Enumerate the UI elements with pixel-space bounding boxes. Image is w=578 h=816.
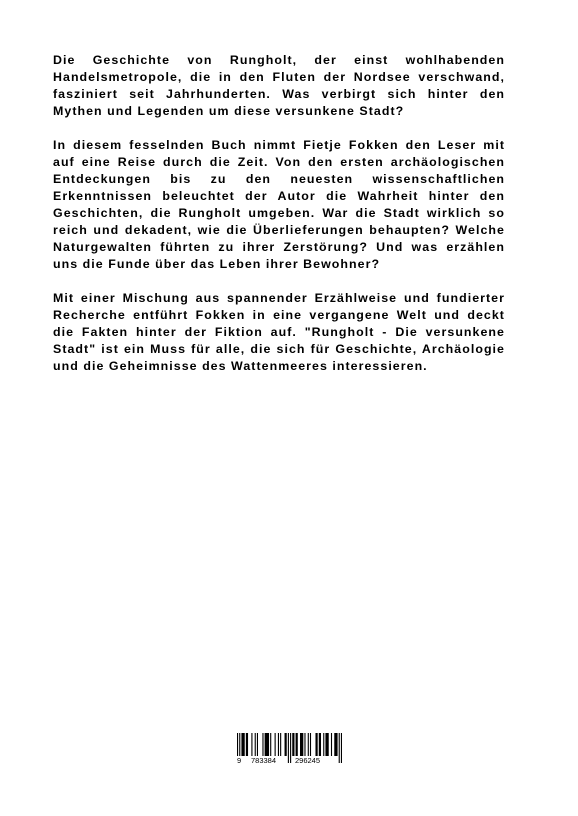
barcode-bars [237,733,342,771]
barcode-lead-digit: 9 [237,756,242,765]
back-cover-text [53,52,505,392]
barcode-bar [262,733,263,756]
barcode-bar [296,733,298,756]
barcode-bar [270,733,271,756]
blurb-paragraph-3: Mit einer Mischung aus spannender Erzählweise und fundierter Recherche entführt Fokken in eine vergangene Welt und deckt die Fakten hinter der Fiktion auf. "Rungholt - Die versunkene Stadt" ist ein Muss für alle, die sich für Geschichte, Archäologie und die Geheimnisse des Wattenmeeres interessieren. [53,291,505,373]
barcode-bar [275,733,276,756]
barcode-bar [251,733,252,756]
barcode-bar [339,733,340,763]
barcode-bar [334,733,337,756]
barcode-bar [310,733,311,756]
barcode-bar [325,733,328,756]
blurb-paragraph-1: Die Geschichte von Rungholt, der einst wohlhabenden Handelsmetropole, die in den Fluten der Nordsee verschwand, fasziniert seit Jahrhunderten. Was verbirgt sich hinter den Mythen und Legenden um diese versunkene Stadt? [53,53,505,118]
barcode-bar [265,733,269,756]
barcode-bar [241,733,244,756]
barcode-right-digits: 296245 [295,756,321,765]
barcode-bar [300,733,303,756]
barcode-bar [331,733,332,756]
barcode-bar [255,733,256,756]
barcode-bar [257,733,258,756]
barcode-left-digits: 783384 [251,756,277,765]
barcode-bar [288,733,289,763]
barcode-bar [246,733,248,756]
isbn-barcode [237,733,342,771]
barcode-bar [323,733,324,756]
barcode-bar [280,733,281,756]
barcode-bar [304,733,305,756]
blurb-paragraph-2: In diesem fesselnden Buch nimmt Fietje Fokken den Leser mit auf eine Reise durch die Zeit. Von den ersten archäologischen Entdeckungen bis zu den neuesten wissenschaftlichen Erkenntnissen beleuchtet der Autor die Wahrheit hinter den Geschichten, die Rungholt umgeben. War die Stadt wirklich so reich und dekadent, wie die Überlieferungen behaupten? Welche Naturgewalten führten zu ihrer Zerstörung? Und was erzählen uns die Funde über das Leben ihrer Bewohner? [53,138,505,271]
barcode-bar [285,733,287,756]
barcode-bar [290,733,291,763]
barcode-bar [292,733,294,756]
barcode-bar [341,733,342,763]
barcode-bar [278,733,279,756]
barcode-bar [319,733,321,756]
barcode-bar [308,733,309,756]
barcode-bar [315,733,317,756]
